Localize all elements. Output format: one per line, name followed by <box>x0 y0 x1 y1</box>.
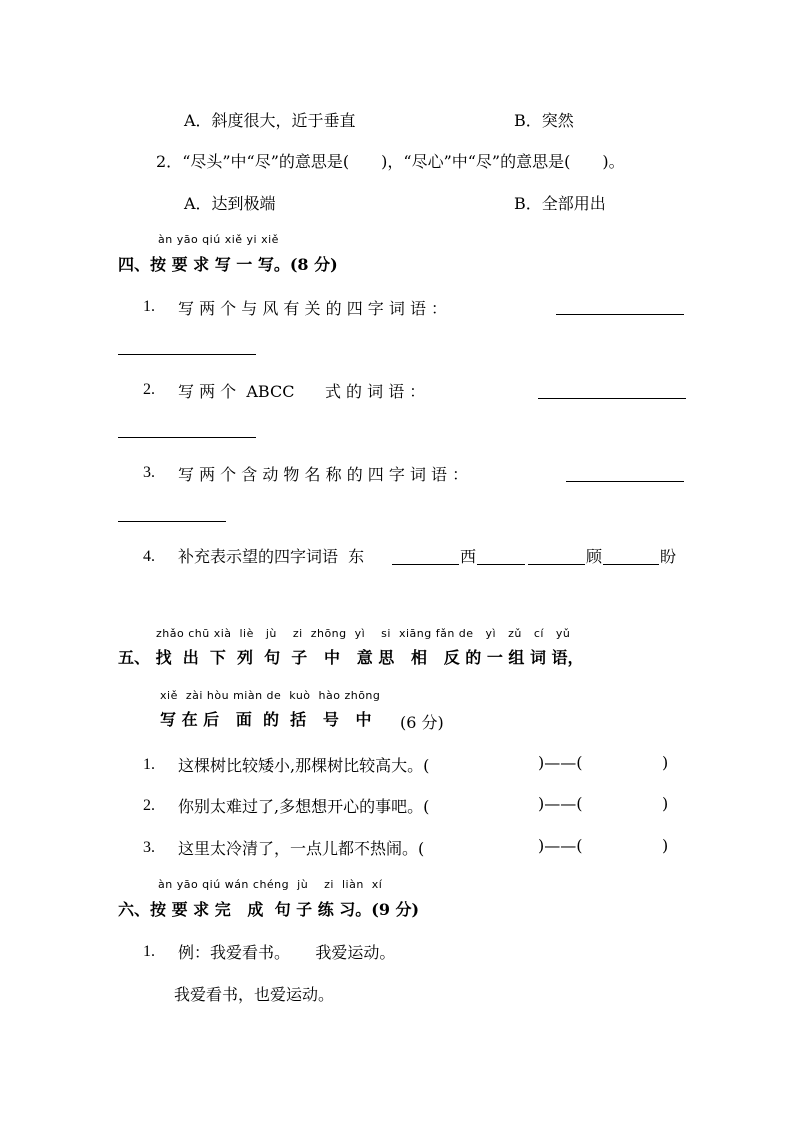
item-text: 例：我爱看书。 我爱运动。 <box>178 943 396 962</box>
answer-line[interactable] <box>566 481 684 482</box>
item-prefix: 补充表示望的四字词语 东 <box>178 547 365 566</box>
section-4-pinyin: àn yāo qiú xiě yi xiě <box>158 233 279 246</box>
item-dash: )——( <box>538 836 583 855</box>
item-text: 你别太难过了,多想想开心的事吧。( <box>178 797 430 816</box>
question-2 <box>156 149 625 172</box>
item-text: 写 两 个 含 动 物 名 称 的 四 字 词 语 ： <box>178 465 469 484</box>
example-answer: 我爱看书，也爱运动。 <box>174 985 335 1004</box>
item-number: 4. <box>143 548 155 565</box>
item-number: 2. <box>143 797 155 814</box>
option-a: A．达到极端 <box>184 194 276 213</box>
item-number: 3. <box>143 464 155 481</box>
item-number: 1. <box>143 756 155 773</box>
section-5-title: 五、 找 出 下 列 句 子 中 意 思 相 反 的 一 组 词 语， <box>118 648 584 667</box>
section-5-pinyin-2: xiě zài hòu miàn de kuò hào zhōng <box>160 689 381 702</box>
section-5-score: (6 分) <box>400 713 444 732</box>
section-4-title: 四、按 要 求 写 一 写。(8 分) <box>118 255 338 274</box>
item-number: 2. <box>143 381 155 398</box>
item-suffix: 盼 <box>660 547 677 566</box>
item-number: 1. <box>143 943 155 960</box>
answer-line[interactable] <box>118 437 256 438</box>
item-text: 这里太冷清了，一点儿都不热闹。( <box>178 839 425 858</box>
blank-4[interactable] <box>603 564 659 565</box>
item-text: 写 两 个 与 风 有 关 的 四 字 词 语 ： <box>178 299 448 318</box>
item-end: ) <box>662 794 669 813</box>
section-5-pinyin: zhǎo chū xià liè jù zi zhōng yì si xiāng fǎn de yì zǔ cí yǔ <box>156 627 571 640</box>
item-number: 3. <box>143 839 155 856</box>
answer-line[interactable] <box>538 398 686 399</box>
question-number: 2． <box>156 152 183 171</box>
item-end: ) <box>662 753 669 772</box>
answer-line[interactable] <box>118 521 226 522</box>
section-5-title-2: 写 在 后 面 的 括 号 中 <box>160 710 372 729</box>
item-end: ) <box>662 836 669 855</box>
option-b: B．全部用出 <box>514 194 606 213</box>
item-dash: )——( <box>538 753 583 772</box>
blank-3[interactable] <box>528 564 585 565</box>
item-dash: )——( <box>538 794 583 813</box>
answer-line[interactable] <box>556 314 684 315</box>
section-6-pinyin: àn yāo qiú wán chéng jù zi liàn xí <box>158 878 383 891</box>
item-mid-2: 顾 <box>586 547 603 566</box>
option-a: A．斜度很大，近于垂直 <box>184 111 356 130</box>
item-number: 1. <box>143 298 155 315</box>
blank-2[interactable] <box>477 564 525 565</box>
answer-line[interactable] <box>118 354 256 355</box>
option-b: B．突然 <box>514 111 574 130</box>
blank-1[interactable] <box>392 564 459 565</box>
item-mid-1: 西 <box>460 547 477 566</box>
item-text: 这棵树比较矮小,那棵树比较高大。( <box>178 756 430 775</box>
question-text: “尽头”中“尽”的意思是( )，“尽心”中“尽”的意思是( )。 <box>182 152 625 171</box>
section-6-title: 六、按 要 求 完 成 句 子 练 习。(9 分) <box>118 900 420 919</box>
item-text: 写 两 个 ABCC 式 的 词 语 ： <box>178 382 426 401</box>
